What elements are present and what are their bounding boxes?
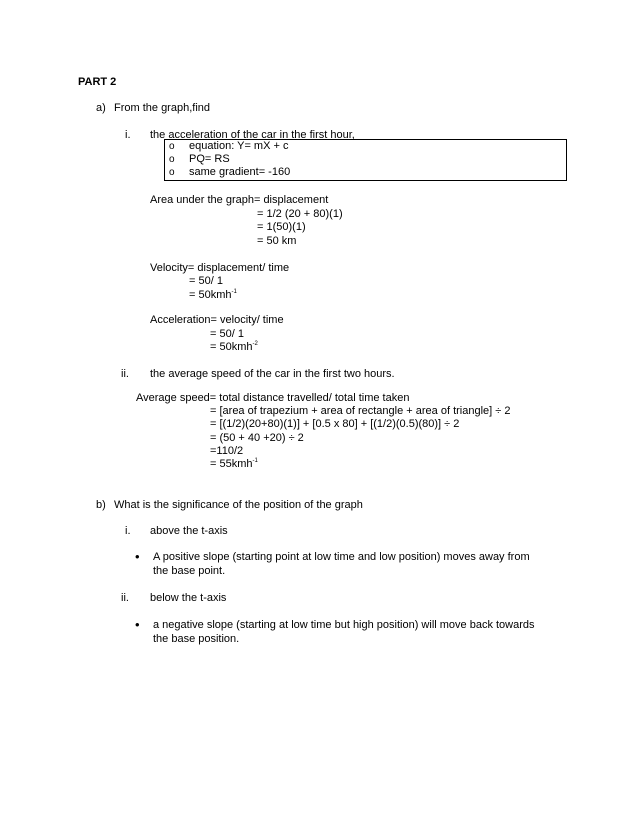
item-a-i-text: the acceleration of the car in the first hour, (150, 129, 355, 141)
item-a-i-number: i. (125, 129, 131, 141)
velocity-heading: Velocity= displacement/ time (150, 262, 290, 274)
velocity-result: = 50kmh$^{-1}$ (189, 289, 237, 301)
acceleration-step-1: = 50/ 1 (210, 328, 244, 340)
bullet-b-ii-line-2: the base position. (153, 633, 240, 645)
bullet-b-ii-line-1: a negative slope (starting at low time but high position) will move back towards (153, 619, 535, 631)
item-b-i-text: above the t-axis (150, 525, 228, 537)
average-speed-step-1: = [area of trapezium + area of rectangle + area of triangle] ÷ 2 (210, 405, 511, 417)
average-speed-step-2: = [(1/2)(20+80)(1)] + [0.5 x 80] + [(1/2)(0.5)(80)] ÷ 2 (210, 418, 460, 430)
acceleration-heading: Acceleration= velocity/ time (150, 314, 284, 326)
equation-box: o equation: Y= mX + c o PQ= RS o same gradient= -160 (164, 139, 567, 181)
area-heading: Area under the graph= displacement (150, 194, 329, 206)
circle-bullet-icon: o (169, 154, 175, 165)
bullet-icon: • (135, 549, 140, 564)
area-step-1: = 1/2 (20 + 80)(1) (257, 208, 343, 220)
acceleration-result: = 50kmh$^{-2}$ (210, 341, 258, 353)
bullet-icon: • (135, 617, 140, 632)
question-b-label: b) (96, 499, 106, 511)
average-speed-step-3: = (50 + 40 +20) ÷ 2 (210, 432, 304, 444)
average-speed-heading: Average speed= total distance travelled/ total time taken (136, 392, 410, 404)
average-speed-step-4: =110/2 (210, 445, 244, 457)
average-speed-result: = 55kmh$^{-1}$ (210, 458, 258, 470)
area-step-3: = 50 km (257, 235, 297, 247)
question-a-text: From the graph,find (114, 102, 210, 114)
bullet-b-i-line-2: the base point. (153, 565, 226, 577)
part-title: PART 2 (78, 76, 117, 88)
item-b-i-number: i. (125, 525, 131, 537)
item-b-ii-number: ii. (121, 592, 129, 604)
item-a-ii-text: the average speed of the car in the first two hours. (150, 368, 395, 380)
circle-bullet-icon: o (169, 167, 175, 178)
circle-bullet-icon: o (169, 141, 175, 152)
bullet-b-i-line-1: A positive slope (starting point at low time and low position) moves away from (153, 551, 530, 563)
item-a-ii-number: ii. (121, 368, 129, 380)
area-step-2: = 1(50)(1) (257, 221, 306, 233)
question-a-label: a) (96, 102, 106, 114)
velocity-step-1: = 50/ 1 (189, 275, 223, 287)
item-b-ii-text: below the t-axis (150, 592, 227, 604)
question-b-text: What is the significance of the position of the graph (114, 499, 363, 511)
